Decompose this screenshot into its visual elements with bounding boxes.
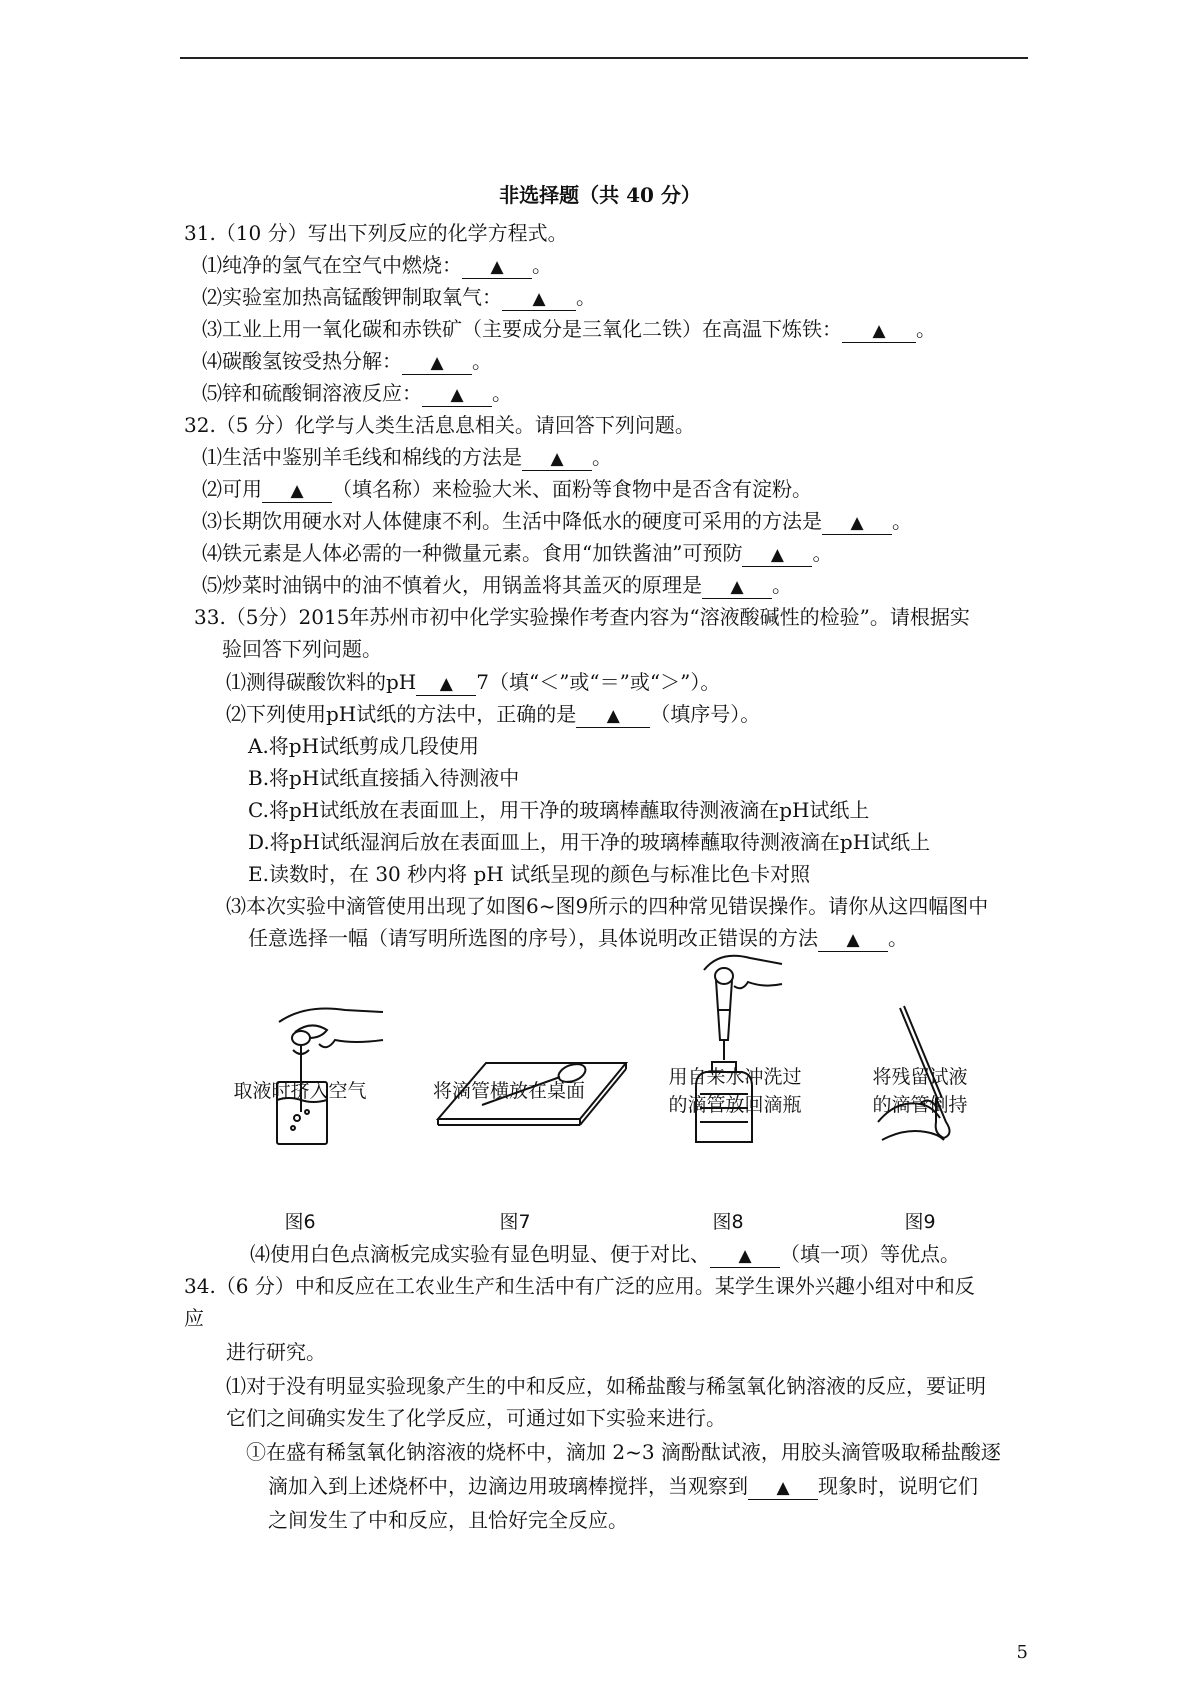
figure-8-caption: 用自来水冲洗过 的滴管放回滴瓶 [668,1066,802,1116]
answer-blank[interactable] [416,671,476,696]
q32-item-1: ⑴生活中鉴别羊毛线和棉线的方法是 ▲ 。 [202,445,612,469]
blank-triangle-icon: ▲ [872,321,886,341]
q33-item-1: ⑴测得碳酸饮料的pH ▲ 7（填“＜”或“＝”或“＞”）。 [226,670,721,694]
answer-blank[interactable] [576,703,650,728]
blank-triangle-icon: ▲ [606,706,620,726]
answer-blank[interactable] [402,350,472,375]
figure-6-dropper-squeeze-illustration [265,1000,395,1150]
answer-blank[interactable] [742,542,812,567]
q31-item-4: ⑷碳酸氢铵受热分解： ▲ 。 [202,349,492,373]
answer-blank[interactable] [818,927,888,952]
figure-9-caption: 将残留试液 的滴管倒持 [872,1066,968,1116]
figure-7-caption: 将滴管横放在桌面 [432,1080,585,1102]
q33-item-4: ⑷使用白色点滴板完成实验有显色明显、便于对比、 ▲ （填一项）等优点。 [250,1242,960,1266]
q33-item-3-line-2: 任意选择一幅（请写明所选图的序号），具体说明改正错误的方法 ▲ 。 [248,926,908,950]
answer-blank[interactable] [522,446,592,471]
q31-item-5: ⑸锌和硫酸铜溶液反应： ▲ 。 [202,381,512,405]
q33-item-3-line-1: ⑶本次实验中滴管使用出现了如图6~图9所示的四种常见错误操作。请你从这四幅图中 [226,894,989,918]
answer-blank[interactable] [502,286,576,311]
q33-stem-line-2: 验回答下列问题。 [222,637,382,661]
q31-item-2: ⑵实验室加热高锰酸钾制取氧气： ▲ 。 [202,285,596,309]
q33-item-2: ⑵下列使用pH试纸的方法中，正确的是 ▲ （填序号）。 [226,702,761,726]
q32-item-2: ⑵可用 ▲ （填名称）来检验大米、面粉等食物中是否含有淀粉。 [202,477,812,501]
answer-blank[interactable] [702,574,772,599]
figure-6-caption: 取液时挤入空气 [233,1080,367,1102]
answer-blank[interactable] [842,318,916,343]
q32-item-4: ⑷铁元素是人体必需的一种微量元素。食用“加铁酱油”可预防 ▲ 。 [202,541,833,565]
q34-stem-line-1: 34.（6 分）中和反应在工农业生产和生活中有广泛的应用。某学生课外兴趣小组对中和反 [184,1274,975,1298]
q32-stem: 32.（5 分）化学与人类生活息息相关。请回答下列问题。 [184,413,695,437]
answer-blank[interactable] [422,382,492,407]
answer-blank[interactable] [462,254,532,279]
section-title: 非选择题（共 40 分） [499,183,701,207]
q32-item-5: ⑸炒菜时油锅中的油不慎着火，用锅盖将其盖灭的原理是 ▲ 。 [202,573,792,597]
q34-item-1-line-1: ⑴对于没有明显实验现象产生的中和反应，如稀盐酸与稀氢氧化钠溶液的反应，要证明 [226,1374,986,1398]
blank-triangle-icon: ▲ [770,545,784,565]
q31-item-3: ⑶工业上用一氧化碳和赤铁矿（主要成分是三氧化二铁）在高温下炼铁： ▲ 。 [202,317,936,341]
blank-triangle-icon: ▲ [532,289,546,309]
blank-triangle-icon: ▲ [490,257,504,277]
figure-9-label: 图9 [904,1211,936,1233]
blank-triangle-icon: ▲ [290,481,304,501]
header-rule [180,57,1028,59]
q33-option-d: D.将pH试纸湿润后放在表面皿上，用干净的玻璃棒蘸取待测液滴在pH试纸上 [248,830,931,854]
q31-stem: 31.（10 分）写出下列反应的化学方程式。 [184,221,568,245]
q34-sub-1-line-3: 之间发生了中和反应，且恰好完全反应。 [268,1508,628,1532]
q34-sub-1-line-1: ①在盛有稀氢氧化钠溶液的烧杯中，滴加 2~3 滴酚酞试液，用胶头滴管吸取稀盐酸逐 [246,1440,1001,1464]
q31-item-1: ⑴纯净的氢气在空气中燃烧： ▲ 。 [202,253,552,277]
q34-sub-1-line-2: 滴加入到上述烧杯中，边滴边用玻璃棒搅拌，当观察到 ▲ 现象时，说明它们 [268,1474,978,1498]
q34-stem-line-2: 应 [184,1306,204,1330]
blank-triangle-icon: ▲ [430,353,444,373]
q32-item-3: ⑶长期饮用硬水对人体健康不利。生活中降低水的硬度可采用的方法是 ▲ 。 [202,509,912,533]
figure-8-dropper-into-bottle-illustration [690,950,800,1150]
answer-blank[interactable] [748,1475,818,1500]
blank-triangle-icon: ▲ [450,385,464,405]
answer-blank[interactable] [262,478,332,503]
blank-triangle-icon: ▲ [738,1246,752,1266]
q33-stem-line-1: 33.（5分）2015年苏州市初中化学实验操作考查内容为“溶液酸碱性的检验”。请根据实 [194,605,970,629]
blank-triangle-icon: ▲ [439,674,453,694]
q34-stem-line-3: 进行研究。 [226,1340,326,1364]
q33-option-b: B.将pH试纸直接插入待测液中 [248,766,520,790]
answer-blank[interactable] [822,510,892,535]
figure-7-label: 图7 [499,1211,531,1233]
figure-6-label: 图6 [284,1211,316,1233]
blank-triangle-icon: ▲ [550,449,564,469]
answer-blank[interactable] [710,1243,780,1268]
blank-triangle-icon: ▲ [846,930,860,950]
q34-item-1-line-2: 它们之间确实发生了化学反应，可通过如下实验来进行。 [226,1406,726,1430]
figure-8-label: 图8 [712,1211,744,1233]
blank-triangle-icon: ▲ [776,1478,790,1498]
q33-option-e: E.读数时，在 30 秒内将 pH 试纸呈现的颜色与标准比色卡对照 [248,862,811,886]
q33-option-a: A.将pH试纸剪成几段使用 [248,734,480,758]
q33-option-c: C.将pH试纸放在表面皿上，用干净的玻璃棒蘸取待测液滴在pH试纸上 [248,798,870,822]
blank-triangle-icon: ▲ [730,577,744,597]
blank-triangle-icon: ▲ [850,513,864,533]
page-number: 5 [1016,1642,1028,1663]
